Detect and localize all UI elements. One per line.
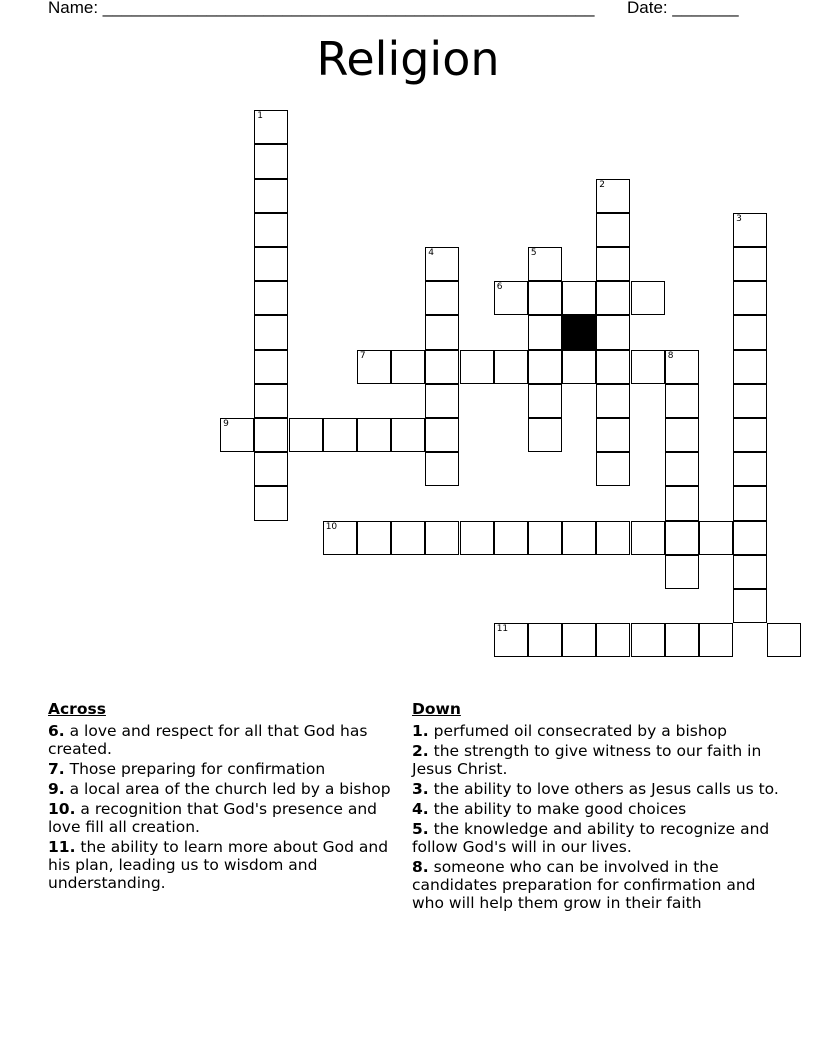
crossword-cell[interactable] [631, 350, 665, 384]
crossword-cell[interactable] [733, 418, 767, 452]
crossword-cell[interactable] [733, 452, 767, 486]
crossword-cell[interactable] [494, 521, 528, 555]
cell-number: 4 [428, 248, 435, 258]
crossword-cell[interactable] [733, 281, 767, 315]
cell-number: 2 [599, 179, 606, 190]
crossword-cell[interactable] [596, 281, 630, 315]
clue-down-1 [412, 722, 784, 740]
crossword-cell[interactable] [254, 418, 288, 452]
crossword-cell[interactable] [460, 350, 494, 384]
clue-down-5 [412, 820, 784, 856]
crossword-cell[interactable] [596, 418, 630, 452]
clue-number: 5. [412, 820, 429, 838]
crossword-cell[interactable] [665, 418, 699, 452]
crossword-cell[interactable] [665, 452, 699, 486]
clue-text: Those preparing for confirmation [69, 760, 326, 778]
clue-number: 3. [412, 780, 429, 798]
crossword-cell[interactable] [596, 521, 630, 555]
clue-text: the ability to learn more about God and his plan, leading us to wisdom and understanding. [48, 838, 389, 892]
crossword-cell[interactable] [596, 213, 630, 247]
crossword-cell[interactable] [425, 315, 459, 349]
crossword-cell[interactable] [460, 521, 494, 555]
crossword-cell[interactable] [528, 281, 562, 315]
clue-text: a recognition that God's presence and love fill all creation. [48, 800, 377, 836]
name-field-label: Name: ____________________________________________________ [48, 0, 595, 17]
cell-number: 7 [359, 350, 366, 361]
crossword-cell[interactable] [596, 247, 630, 281]
clue-number: 2. [412, 742, 429, 760]
across-clues [48, 700, 400, 894]
crossword-cell[interactable] [528, 623, 562, 657]
crossword-cell[interactable] [528, 247, 562, 281]
down-clues [412, 700, 784, 914]
clue-down-8 [412, 858, 784, 912]
crossword-cell[interactable] [357, 418, 391, 452]
clue-text: a love and respect for all that God has created. [48, 722, 368, 758]
crossword-cell[interactable] [391, 521, 425, 555]
crossword-cell[interactable] [665, 521, 699, 555]
clue-text: the strength to give witness to our faith in Jesus Christ. [412, 742, 762, 778]
crossword-cell[interactable] [733, 521, 767, 555]
crossword-cell[interactable] [733, 315, 767, 349]
crossword-cell[interactable] [357, 350, 391, 384]
crossword-cell[interactable] [767, 623, 801, 657]
crossword-cell[interactable] [528, 521, 562, 555]
cell-number: 8 [667, 350, 674, 361]
crossword-cell[interactable] [494, 350, 528, 384]
crossword-cell[interactable] [665, 555, 699, 589]
crossword-cell[interactable] [665, 350, 699, 384]
crossword-cell[interactable] [254, 213, 288, 247]
crossword-cell[interactable] [528, 384, 562, 418]
crossword-cell[interactable] [425, 247, 459, 281]
down-heading: Down [412, 700, 461, 718]
crossword-cell[interactable] [289, 418, 323, 452]
clue-number: 9. [48, 780, 65, 798]
crossword-cell[interactable] [425, 521, 459, 555]
clue-text: perfumed oil consecrated by a bishop [433, 722, 728, 740]
crossword-cell[interactable] [665, 384, 699, 418]
crossword-cell[interactable] [733, 350, 767, 384]
clue-number: 10. [48, 800, 76, 818]
crossword-cell[interactable] [254, 247, 288, 281]
cell-number: 10 [325, 521, 338, 532]
clue-across-9 [48, 780, 400, 798]
clue-text: someone who can be involved in the candidates preparation for confirmation and who will help them grow in their faith [412, 858, 756, 912]
crossword-cell[interactable] [665, 486, 699, 520]
crossword-cell[interactable] [733, 555, 767, 589]
crossword-cell[interactable] [528, 418, 562, 452]
crossword-cell[interactable] [562, 623, 596, 657]
cell-number: 3 [736, 213, 742, 224]
crossword-cell[interactable] [528, 315, 562, 349]
clue-down-2 [412, 742, 784, 778]
crossword-cell[interactable] [733, 247, 767, 281]
crossword-cell[interactable] [425, 418, 459, 452]
crossword-cell[interactable] [425, 452, 459, 486]
crossword-cell[interactable] [254, 350, 288, 384]
crossword-cell[interactable] [254, 384, 288, 418]
clue-text: a local area of the church led by a bishop [69, 780, 391, 798]
crossword-cell[interactable] [665, 623, 699, 657]
clue-down-4 [412, 800, 784, 818]
crossword-cell[interactable] [596, 384, 630, 418]
cell-number: 9 [223, 419, 229, 429]
crossword-cell[interactable] [596, 452, 630, 486]
clue-down-3 [412, 780, 784, 798]
cell-number: 11 [496, 624, 509, 635]
crossword-cell[interactable] [254, 486, 288, 520]
crossword-cell[interactable] [631, 623, 665, 657]
crossword-cell[interactable] [425, 281, 459, 315]
crossword-cell[interactable] [528, 350, 562, 384]
cell-number: 1 [257, 111, 264, 122]
crossword-cell[interactable] [733, 589, 767, 623]
puzzle-title: Religion [316, 32, 500, 86]
crossword-cell[interactable] [596, 623, 630, 657]
crossword-cell[interactable] [596, 315, 630, 349]
clue-text: the ability to make good choices [433, 800, 687, 818]
crossword-cell[interactable] [631, 281, 665, 315]
clue-text: the knowledge and ability to recognize and follow God's will in our lives. [412, 820, 770, 856]
crossword-cell[interactable] [596, 179, 630, 213]
clue-across-6 [48, 722, 400, 758]
crossword-cell[interactable] [562, 350, 596, 384]
crossword-cell[interactable] [254, 144, 288, 178]
clue-across-11 [48, 838, 400, 892]
cell-number: 6 [496, 282, 503, 293]
crossword-cell[interactable] [254, 179, 288, 213]
crossword-cell[interactable] [425, 384, 459, 418]
crossword-cell[interactable] [357, 521, 391, 555]
crossword-cell[interactable] [220, 418, 254, 452]
crossword-cell[interactable] [323, 418, 357, 452]
across-heading: Across [48, 700, 106, 718]
crossword-cell[interactable] [254, 315, 288, 349]
crossword-cell[interactable] [254, 452, 288, 486]
crossword-cell[interactable] [596, 350, 630, 384]
crossword-cell[interactable] [733, 384, 767, 418]
crossword-cell[interactable] [323, 521, 357, 555]
clue-text: the ability to love others as Jesus calls us to. [433, 780, 779, 798]
crossword-cell[interactable] [254, 110, 288, 144]
clue-number: 11. [48, 838, 76, 856]
clue-number: 6. [48, 722, 65, 740]
crossword-cell[interactable] [391, 418, 425, 452]
crossword-cell[interactable] [631, 521, 665, 555]
crossword-cell[interactable] [254, 281, 288, 315]
crossword-block [562, 315, 596, 349]
crossword-cell[interactable] [494, 281, 528, 315]
crossword-cell[interactable] [562, 281, 596, 315]
crossword-cell[interactable] [391, 350, 425, 384]
crossword-cell[interactable] [425, 350, 459, 384]
clue-number: 1. [412, 722, 429, 740]
clue-number: 4. [412, 800, 429, 818]
crossword-cell[interactable] [494, 623, 528, 657]
crossword-cell[interactable] [562, 521, 596, 555]
cell-number: 5 [530, 248, 537, 258]
clue-number: 8. [412, 858, 429, 876]
date-field-label: Date: _______ [627, 0, 739, 17]
crossword-cell[interactable] [699, 623, 733, 657]
crossword-cell[interactable] [699, 521, 733, 555]
clue-number: 7. [48, 760, 65, 778]
crossword-cell[interactable] [733, 486, 767, 520]
crossword-cell[interactable] [733, 213, 767, 247]
clue-across-7 [48, 760, 400, 778]
clue-across-10 [48, 800, 400, 836]
